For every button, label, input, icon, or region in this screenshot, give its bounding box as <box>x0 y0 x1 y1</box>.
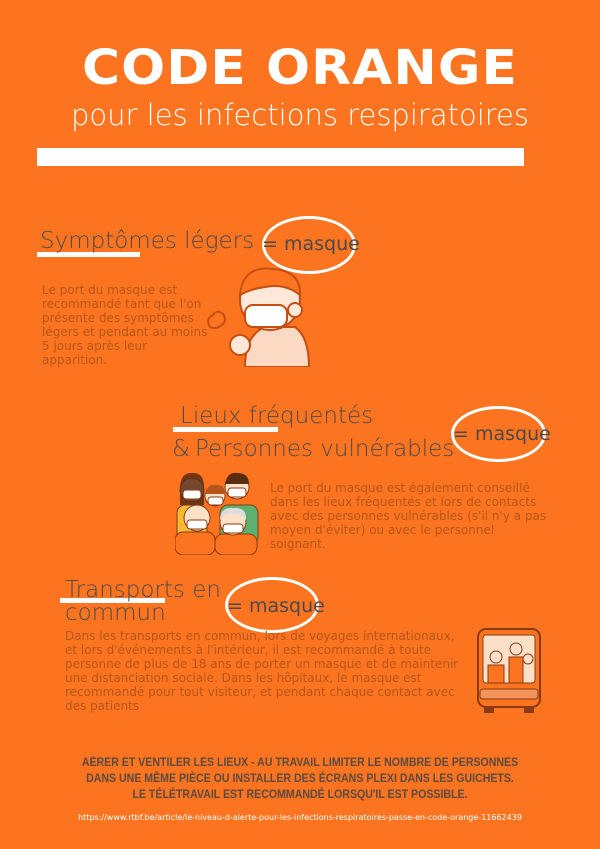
masque-badge: = masque <box>262 233 360 255</box>
section-heading-personnes: Personnes vulnérables <box>195 436 455 462</box>
family-masks-illustration <box>175 470 260 555</box>
coughing-person-illustration <box>205 265 313 367</box>
section-body: Le port du masque est également conseillé dans les lieux fréquentés et lors de contacts avec des personnes vulnérables (s'il n'y a pas moyen d'éviter) ou avec le personnel soignant. <box>270 481 547 551</box>
section-heading-transports: Transports en <box>65 577 221 603</box>
section-heading-lieux: Lieux fréquentés <box>180 403 374 429</box>
section-body: Le port du masque est recommandé tant que l'on présente des symptômes légers et pendant au moins 5 jours après leur apparition. <box>42 283 208 367</box>
page-title: CODE ORANGE <box>82 40 518 96</box>
advice-text: AÉRER ET VENTILER LES LIEUX - AU TRAVAIL LIMITER LE NOMBRE DE PERSONNES DANS UNE MÊME PIÈCE OU INSTALLER DES ÉCRANS PLEXI DANS LES GUICHETS. LE TÉLÉTRAVAIL EST RECOMMANDÉ LORSQU'IL EST POSSIBLE. <box>81 757 519 801</box>
page-subtitle: pour les infections respiratoires <box>70 98 529 132</box>
section-body: Dans les transports en commun, lors de voyages internationaux, et lors d'événements à l'intérieur, il est recommandé à toute personne de plus de 18 ans de porter un masque et de maintenir une distanciation sociale. Dans les hôpitaux, le masque est recommandé pour tout visiteur, et pendant chaque contact avec des patients <box>65 629 459 713</box>
masque-badge: = masque <box>227 595 325 617</box>
bus-illustration <box>476 627 542 715</box>
section-heading-symptomes: Symptômes légers <box>40 228 255 254</box>
source-link[interactable]: https://www.rtbf.be/article/le-niveau-d-alerte-pour-les-infections-respiratoires-passe-en-code-orange-11662439 <box>78 813 522 822</box>
masque-badge: = masque <box>453 423 551 445</box>
title-divider <box>37 148 524 166</box>
section-heading-commun: commun <box>65 600 166 626</box>
ampersand: & <box>172 436 190 462</box>
